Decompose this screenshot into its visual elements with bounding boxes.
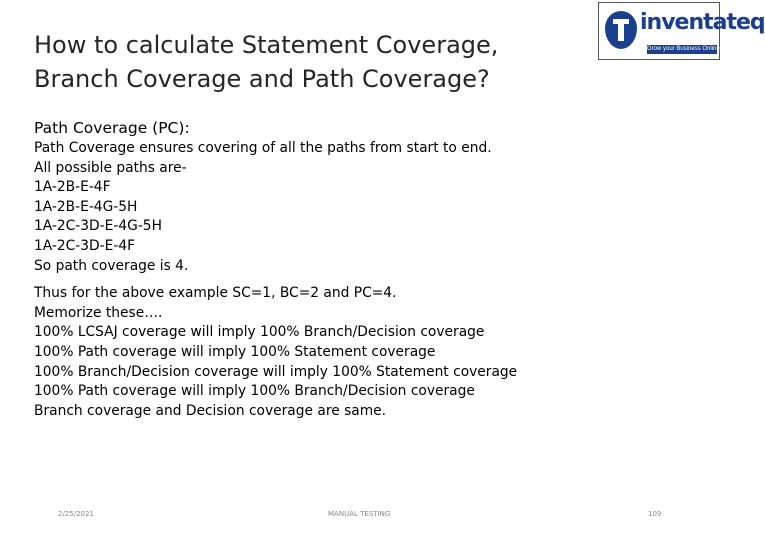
section-heading-colon: : — [184, 119, 190, 137]
logo-tagline: Grow your Business Online — [647, 46, 720, 52]
paragraph-gap — [34, 276, 674, 284]
company-logo — [598, 2, 765, 60]
body-line: All possible paths are- — [34, 159, 187, 176]
body-line: 100% Branch/Decision coverage will imply 100% Statement coverage — [34, 363, 518, 380]
slide-title — [34, 28, 574, 96]
footer-title: MANUAL TESTING — [328, 510, 391, 518]
logo-name: inventateq — [640, 10, 765, 35]
body-line: Path Coverage ensures covering of all the paths from start to end. — [34, 140, 492, 156]
body-line: So path coverage is 4. — [34, 257, 189, 274]
footer-date: 2/25/2021 — [58, 510, 94, 518]
summary-block — [34, 284, 674, 421]
path-coverage-block — [34, 139, 674, 276]
body-line: Memorize these…. — [34, 304, 163, 321]
inventateq-logo-icon — [605, 11, 637, 49]
path-line: 1A-2B-E-4F — [34, 179, 111, 196]
slide-title-line-1: How to calculate Statement Coverage, — [34, 31, 499, 59]
slide-number: 109 — [648, 510, 662, 518]
path-line: 1A-2B-E-4G-5H — [34, 198, 138, 215]
body-line: Branch coverage and Decision coverage are same. — [34, 402, 387, 419]
slide-title-line-2: Branch Coverage and Path Coverage? — [34, 65, 490, 93]
section-heading — [34, 118, 674, 138]
slide-body — [34, 118, 674, 421]
body-line: 100% LCSAJ coverage will imply 100% Branch/Decision coverage — [34, 324, 485, 341]
body-line: 100% Path coverage will imply 100% Branch/Decision coverage — [34, 383, 475, 400]
section-heading-text: Path Coverage (PC) — [34, 119, 185, 137]
body-line: Thus for the above example SC=1, BC=2 and PC=4. — [34, 285, 397, 302]
path-line: 1A-2C-3D-E-4F — [34, 237, 136, 254]
body-line: 100% Path coverage will imply 100% Statement coverage — [34, 343, 436, 360]
path-line: 1A-2C-3D-E-4G-5H — [34, 218, 162, 235]
